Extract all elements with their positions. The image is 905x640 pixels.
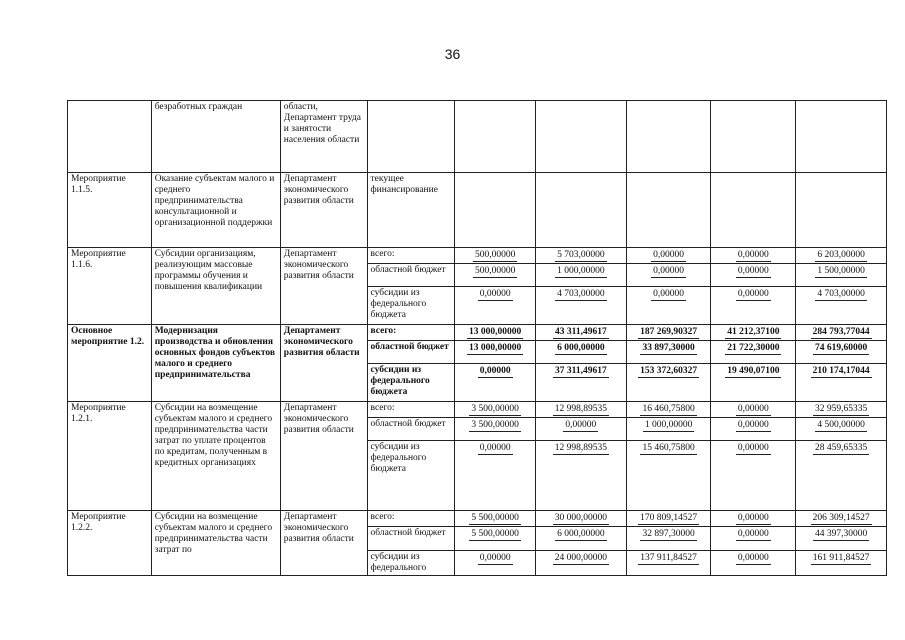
amount-value: 16 460,75800 [642,404,695,414]
amount-value: 24 000,00000 [554,553,607,563]
funding-source-cell: областной бюджет [367,264,455,287]
executor-cell: области, Департамент труда и занятости населения области [280,101,367,173]
amount-value: 4 703,00000 [817,289,865,299]
amount-cell [455,264,536,287]
amount-value: 0,00000 [653,266,685,276]
amount-value: 0,00000 [737,443,769,453]
amount-cell [711,402,796,418]
executor-cell: Департамент экономического развития области [280,248,367,325]
amount-value: 187 269,90327 [640,327,698,337]
table-row [68,101,887,173]
amount-value: 5 500,00000 [471,513,519,523]
amount-cell [711,551,796,576]
event-name-cell: Оказание субъектам малого и среднего предпринимательства консультационной и организационной поддержки [151,173,280,248]
amount-cell [626,551,711,576]
amount-cell [455,341,536,364]
amount-value: 0,00000 [737,420,769,430]
amount-cell [711,341,796,364]
amount-value: 0,00000 [737,404,769,414]
amount-value: 37 311,49617 [554,366,607,376]
amount-value: 6 203,00000 [817,250,865,260]
amount-value: 0,00000 [737,266,769,276]
funding-source-cell [367,101,455,173]
amount-value: 284 793,77044 [812,327,870,337]
funding-source-cell: областной бюджет [367,418,455,441]
amount-value: 3 500,00000 [471,420,519,430]
funding-source-cell: субсидии из федерального бюджета [367,287,455,325]
amount-value: 15 460,75800 [642,443,695,453]
amount-value: 32 959,65335 [814,404,868,414]
amount-value: 153 372,60327 [640,366,698,376]
funding-source-cell: всего: [367,248,455,264]
event-cell [68,101,152,173]
amount-value: 0,00000 [737,250,769,260]
amount-cell [796,325,887,341]
amount-value: 28 459,65335 [814,443,868,453]
amount-cell [711,527,796,551]
amount-cell [711,511,796,527]
event-cell: Мероприятие 1.2.1. [68,402,152,511]
amount-cell [796,173,887,248]
amount-value: 6 000,00000 [557,529,605,539]
funding-source-cell: всего: [367,402,455,418]
amount-value: 32 897,30000 [642,529,695,539]
amount-value: 0,00000 [653,250,685,260]
event-name-cell: Субсидии на возмещение субъектам малого и среднего предпринимательства части затрат по уплате процентов по кредитам, полученным в кредитных организациях [151,402,280,511]
amount-value: 12 998,89535 [554,443,607,453]
amount-value: 13 000,00000 [469,327,522,337]
amount-value: 161 911,84527 [812,553,870,563]
amount-value: 0,00000 [737,553,769,563]
amount-value: 1 500,00000 [817,266,865,276]
amount-value: 41 212,37100 [727,327,780,337]
amount-value: 0,00000 [565,420,597,430]
amount-value: 1 000,00000 [644,420,693,430]
amount-value: 0,00000 [479,289,511,299]
amount-cell [796,551,887,576]
amount-cell [796,527,887,551]
amount-cell [535,248,626,264]
amount-cell [796,101,887,173]
amount-cell [455,511,536,527]
amount-cell [626,511,711,527]
amount-cell [711,173,796,248]
amount-cell [535,402,626,418]
amount-value: 0,00000 [479,366,511,376]
event-cell: Мероприятие 1.1.6. [68,248,152,325]
amount-cell [535,527,626,551]
amount-cell [711,325,796,341]
funding-source-cell: субсидии из федерального [367,551,455,576]
amount-value: 30 000,00000 [554,513,607,523]
amount-value: 12 998,89535 [554,404,607,414]
amount-cell [535,364,626,402]
amount-cell [455,402,536,418]
amount-cell [455,101,536,173]
page-number: 36 [444,46,461,62]
event-name-cell: безработных граждан [151,101,280,173]
amount-cell [455,287,536,325]
amount-cell [626,341,711,364]
executor-cell: Департамент экономического развития области [280,173,367,248]
amount-value: 0,00000 [737,529,769,539]
event-cell: Мероприятие 1.1.5. [68,173,152,248]
amount-cell [796,364,887,402]
amount-cell [711,264,796,287]
executor-cell: Департамент экономического развития области [280,402,367,511]
amount-cell [626,364,711,402]
amount-value: 44 397,30000 [814,529,868,539]
funding-source-cell: текущее финансирование [367,173,455,248]
table-row [68,402,887,418]
amount-cell [535,287,626,325]
amount-value: 5 703,00000 [557,250,605,260]
amount-cell [626,527,711,551]
amount-cell [711,441,796,511]
amount-value: 0,00000 [737,289,769,299]
budget-table [67,100,887,576]
amount-value: 0,00000 [653,289,685,299]
event-name-cell: Модернизация производства и обновления основных фондов субъектов малого и среднего предпринимательства [151,325,280,402]
amount-cell [796,441,887,511]
amount-cell [626,325,711,341]
amount-value: 13 000,00000 [469,343,522,353]
amount-cell [535,173,626,248]
amount-cell [796,264,887,287]
amount-cell [796,402,887,418]
amount-cell [711,287,796,325]
amount-cell [455,441,536,511]
amount-cell [455,364,536,402]
amount-cell [711,101,796,173]
funding-source-cell: областной бюджет [367,341,455,364]
amount-cell [796,248,887,264]
funding-source-cell: всего: [367,325,455,341]
amount-cell [535,551,626,576]
amount-cell [626,248,711,264]
amount-value: 19 490,07100 [727,366,780,376]
event-name-cell: Субсидии на возмещение субъектам малого и среднего предпринимательства части затрат по [151,511,280,576]
amount-value: 3 500,00000 [471,404,519,414]
amount-cell [626,101,711,173]
executor-cell: Департамент экономического развития области [280,325,367,402]
amount-value: 43 311,49617 [554,327,607,337]
amount-cell [796,511,887,527]
executor-cell: Департамент экономического развития области [280,511,367,576]
amount-value: 210 174,17044 [812,366,870,376]
amount-cell [626,402,711,418]
table-row [68,511,887,527]
amount-cell [455,418,536,441]
amount-value: 206 309,14527 [812,513,870,523]
amount-cell [626,264,711,287]
amount-value: 1 000,00000 [557,266,605,276]
funding-source-cell: областной бюджет [367,527,455,551]
amount-value: 170 809,14527 [640,513,698,523]
amount-value: 4 500,00000 [817,420,865,430]
event-cell: Основное мероприятие 1.2. [68,325,152,402]
amount-value: 0,00000 [737,513,769,523]
amount-cell [796,418,887,441]
table-row [68,248,887,264]
amount-cell [535,341,626,364]
amount-value: 4 703,00000 [557,289,605,299]
amount-value: 5 500,00000 [471,529,519,539]
amount-cell [796,287,887,325]
amount-cell [535,441,626,511]
funding-source-cell: субсидии из федерального бюджета [367,441,455,511]
event-cell: Мероприятие 1.2.2. [68,511,152,576]
table-row [68,173,887,248]
amount-cell [455,527,536,551]
amount-cell [455,173,536,248]
amount-cell [535,264,626,287]
amount-value: 500,00000 [474,266,516,276]
amount-cell [711,248,796,264]
amount-value: 0,00000 [479,553,511,563]
amount-cell [535,325,626,341]
amount-value: 74 619,60000 [814,343,868,353]
amount-cell [535,418,626,441]
table-row [68,325,887,341]
amount-cell [626,287,711,325]
amount-cell [711,364,796,402]
amount-cell [455,551,536,576]
amount-cell [455,248,536,264]
amount-value: 21 722,30000 [727,343,780,353]
funding-source-cell: субсидии из федерального бюджета [367,364,455,402]
amount-cell [796,341,887,364]
amount-value: 6 000,00000 [557,343,605,353]
amount-value: 500,00000 [474,250,516,260]
amount-value: 137 911,84527 [640,553,697,563]
amount-cell [535,511,626,527]
funding-source-cell: всего: [367,511,455,527]
amount-cell [711,418,796,441]
amount-value: 0,00000 [479,443,511,453]
amount-cell [626,441,711,511]
amount-cell [455,325,536,341]
event-name-cell: Субсидии организациям, реализующим массовые программы обучения и повышения квалификации [151,248,280,325]
amount-value: 33 897,30000 [642,343,695,353]
amount-cell [626,173,711,248]
amount-cell [626,418,711,441]
amount-cell [535,101,626,173]
